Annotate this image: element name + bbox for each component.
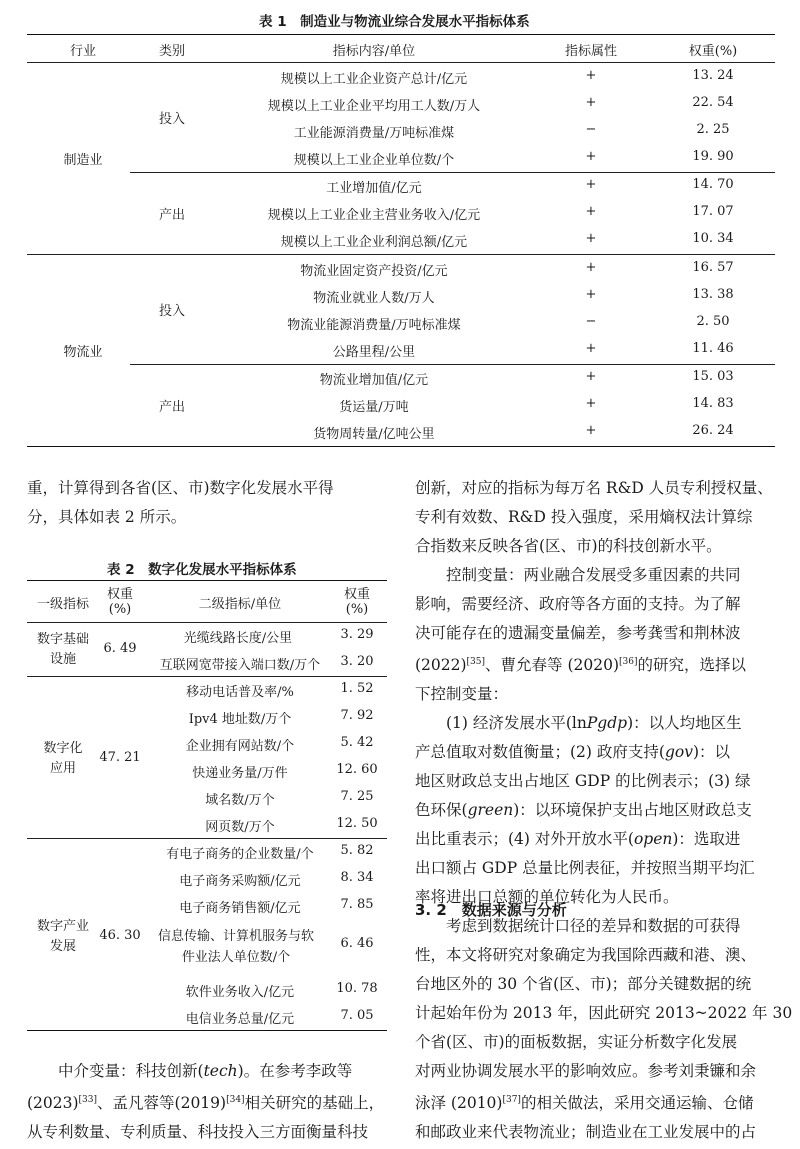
right-paragraph-4: [415, 912, 792, 1147]
table-1-row-weight: 11. 46: [692, 341, 734, 356]
table-1-category-output: 产出: [158, 400, 186, 415]
table-2-group-rule: [27, 838, 387, 839]
table-1-row-attribute: +: [585, 231, 597, 246]
table-2-header-weight: 权重: [106, 587, 134, 602]
table-2-header-weight2: 权重: [343, 587, 371, 602]
variable-tech: tech: [203, 1062, 238, 1080]
table-2-level2-weight: 5. 82: [340, 843, 374, 858]
table-1-row-attribute: −: [585, 314, 597, 329]
table-2-top-rule: [27, 580, 387, 581]
table-1-row-weight: 10. 34: [692, 231, 734, 246]
table-2-level2-weight: 1. 52: [340, 681, 374, 696]
variable-green: green: [467, 801, 514, 819]
table-2-level2-weight: 8. 34: [340, 870, 374, 885]
text-line: 色环保(green)：以环境保护支出占地区财政总支: [415, 801, 752, 819]
table-1-row-indicator: 货运量/万吨: [339, 400, 409, 415]
table-2-header-rule: [27, 622, 387, 623]
table-1-header-rule: [27, 62, 775, 63]
table-1-row-attribute: +: [585, 204, 597, 219]
table-2-level1-name: 设施: [49, 652, 77, 667]
text-line: 出口额占 GDP 总量比例表征，并按照当期平均汇: [415, 859, 755, 877]
table-1-row-weight: 13. 24: [692, 68, 734, 83]
text-line: 决可能存在的遗漏变量偏差，参考龚雪和荆林波: [415, 624, 741, 642]
text-line: 控制变量：两业融合发展受多重因素的共同: [415, 566, 741, 584]
table-2-header-level2: 二级指标/单位: [198, 597, 282, 612]
table-1-row-weight: 17. 07: [692, 204, 734, 219]
table-1-row-attribute: +: [585, 177, 597, 192]
table-2-level2-name: 电子商务采购额/亿元: [179, 874, 301, 889]
text-line: 泳泽 (2010)[37]的相关做法，采用交通运输、仓储: [415, 1094, 754, 1112]
table-2-level1-name: 数字产业: [36, 919, 90, 934]
text-line: 专利有效数、R&D 投入强度，采用熵权法计算综: [415, 508, 753, 526]
table-2-level2-name: 移动电话普及率/%: [186, 685, 294, 700]
text-line: (2023)[33]、孟凡蓉等(2019)[34]相关研究的基础上，: [27, 1094, 385, 1112]
left-bottom-paragraph: [27, 1057, 384, 1147]
table-1-row-attribute: −: [585, 122, 597, 137]
table-1-row-weight: 2. 50: [696, 314, 730, 329]
citation-ref: [34]: [226, 1095, 245, 1105]
table-1-row-attribute: +: [585, 149, 597, 164]
table-1-row-attribute: +: [585, 260, 597, 275]
table-1-header-attribute: 指标属性: [564, 44, 618, 59]
table-1-bottom-rule: [27, 446, 775, 447]
table-2-level1-weight: 47. 21: [99, 750, 141, 765]
table-1-industry-manufacturing: 制造业: [63, 153, 103, 168]
text-line: 合指数来反映各省(区、市)的科技创新水平。: [415, 537, 722, 555]
text-line: 考虑到数据统计口径的差异和数据的可获得: [415, 917, 741, 935]
citation-ref: [36]: [619, 657, 638, 667]
table-1-row-indicator: 物流业增加值/亿元: [319, 373, 429, 388]
table-1-row-weight: 14. 83: [692, 396, 734, 411]
table-1-row-indicator: 物流业能源消费量/万吨标准煤: [287, 318, 461, 333]
table-2-level1-name: 数字化: [43, 741, 83, 756]
table-1-row-indicator: 规模以上工业企业平均用工人数/万人: [267, 99, 481, 114]
table-1-row-weight: 16. 57: [692, 260, 734, 275]
table-2-level2-name: 企业拥有网站数/个: [185, 739, 295, 754]
table-2-level2-name: 有电子商务的企业数量/个: [166, 847, 314, 862]
table-1-row-weight: 15. 03: [692, 369, 734, 384]
table-2-level2-weight: 12. 60: [336, 762, 378, 777]
table-1-row-weight: 19. 90: [692, 149, 734, 164]
left-intro-paragraph: [27, 474, 334, 532]
table-2-level1-name: 发展: [49, 939, 77, 954]
variable-open: open: [633, 830, 673, 848]
table-2-level2-weight: 7. 05: [340, 1008, 374, 1023]
table-1-row-indicator: 货物周转量/亿吨公里: [313, 427, 435, 442]
text-line: 出比重表示；(4) 对外开放水平(open)：选取进: [415, 830, 741, 848]
right-paragraph-1: [415, 474, 773, 912]
text-line: 创新，对应的指标为每万名 R&D 人员专利授权量、: [415, 479, 773, 497]
table-1-row-weight: 2. 25: [696, 122, 730, 137]
table-2-level2-name: 快递业务量/万件: [192, 766, 288, 781]
text-line: 率将进出口总额的单位转化为人民币。: [415, 888, 679, 906]
table-2-header-level1: 一级指标: [36, 597, 90, 612]
table-2-level2-name-wrapped: 信息传输、计算机服务与软: [157, 929, 315, 944]
text-line: 产总值取对数值衡量；(2) 政府支持(gov)：以: [415, 743, 731, 761]
table-1-row-attribute: +: [585, 68, 597, 83]
table-2-level2-name: 电信业务总量/亿元: [185, 1012, 295, 1027]
table-2-level2-weight: 3. 20: [340, 654, 374, 669]
table-1-category-output: 产出: [158, 208, 186, 223]
table-2-level2-weight: 6. 46: [340, 936, 374, 951]
text-line: 和邮政业来代表物流业；制造业在工业发展中的占: [415, 1123, 757, 1141]
table-1-row-attribute: +: [585, 369, 597, 384]
table-1-row-indicator: 规模以上工业企业利润总额/亿元: [280, 235, 468, 250]
table-2-group-rule: [27, 676, 387, 677]
table-1-row-indicator: 物流业固定资产投资/亿元: [300, 264, 448, 279]
table-1-row-weight: 13. 38: [692, 287, 734, 302]
variable-gov: gov: [664, 743, 693, 761]
table-1-row-attribute: +: [585, 423, 597, 438]
table-2-caption: 表 2 数字化发展水平指标体系: [107, 562, 297, 578]
table-2-header-weight2-unit: (%): [345, 602, 369, 617]
table-1-category-input: 投入: [158, 304, 186, 319]
table-2-header-weight-unit: (%): [108, 602, 132, 617]
citation-ref: [35]: [466, 657, 486, 667]
table-1-category-rule: [130, 364, 775, 365]
section-heading-3-2: 3. 2 数据来源与分析: [415, 901, 567, 919]
text-line: (2022)[35]、曹允春等 (2020)[36]的研究，选择以: [415, 656, 746, 674]
table-1-row-attribute: +: [585, 341, 597, 356]
table-2-bottom-rule: [27, 1030, 387, 1031]
text-line: 下控制变量：: [415, 685, 509, 703]
text-line: 计起始年份为 2013 年，因此研究 2013~2022 年 30: [415, 1004, 793, 1022]
table-2-level2-weight: 7. 92: [340, 708, 374, 723]
table-1-row-indicator: 规模以上工业企业资产总计/亿元: [280, 72, 468, 87]
table-1-header-industry: 行业: [69, 44, 97, 59]
table-1-row-indicator: 工业增加值/亿元: [326, 181, 422, 196]
text-line: 影响，需要经济、政府等各方面的支持。为了解: [415, 595, 741, 613]
table-1-row-weight: 14. 70: [692, 177, 734, 192]
table-2-level2-weight: 12. 50: [336, 816, 378, 831]
table-2-level2-name: 光缆线路长度/公里: [183, 631, 293, 646]
text-line: 分，具体如表 2 所示。: [27, 508, 187, 526]
text-line: 个省(区、市)的面板数据，实证分析数字化发展: [415, 1033, 738, 1051]
table-2-level2-name: 电子商务销售额/亿元: [179, 901, 301, 916]
table-1-row-indicator: 工业能源消费量/万吨标准煤: [293, 126, 455, 141]
table-1-row-indicator: 规模以上工业企业单位数/个: [293, 153, 455, 168]
table-2-level2-name-wrapped: 件业法人单位数/个: [181, 950, 291, 965]
table-1-row-attribute: +: [585, 95, 597, 110]
text-line: 性，本文将研究对象确定为我国除西藏和港、澳、: [415, 946, 757, 964]
table-1-row-attribute: +: [585, 396, 597, 411]
table-2-level2-name: 网页数/万个: [205, 820, 275, 835]
table-2-level1-name: 应用: [49, 761, 77, 776]
table-2-level2-weight: 7. 25: [340, 789, 374, 804]
table-1-row-indicator: 物流业就业人数/万人: [313, 291, 435, 306]
text-line: 从专利数量、专利质量、科技投入三方面衡量科技: [27, 1123, 369, 1141]
table-2-level1-weight: 6. 49: [103, 641, 137, 656]
table-2-level1-name: 数字基础: [36, 632, 90, 647]
table-1-row-attribute: +: [585, 287, 597, 302]
text-line: 中介变量：科技创新(tech)。在参考李政等: [58, 1062, 353, 1080]
table-2-level2-weight: 7. 85: [340, 897, 374, 912]
table-2-level2-name: 互联网宽带接入端口数/万个: [159, 658, 321, 673]
table-1-row-weight: 26. 24: [692, 423, 734, 438]
table-1-industry-logistics: 物流业: [63, 345, 103, 360]
table-1-category-rule: [130, 172, 775, 173]
table-1-group-rule: [27, 254, 775, 255]
table-2-level2-weight: 5. 42: [340, 735, 374, 750]
text-line: 台地区外的 30 个省(区、市)；部分关键数据的统: [415, 975, 752, 993]
text-line: (1) 经济发展水平(lnPgdp)：以人均地区生: [415, 714, 742, 732]
table-1-header-weight: 权重(%): [688, 44, 738, 59]
table-2-level2-name: 域名数/万个: [205, 793, 275, 808]
table-1-row-indicator: 规模以上工业企业主营业务收入/亿元: [267, 208, 481, 223]
table-2-level2-weight: 10. 78: [336, 981, 378, 996]
table-1-row-weight: 22. 54: [692, 95, 734, 110]
variable-pgdp: Pgdp: [586, 714, 628, 732]
table-2-level2-name: 软件业务收入/亿元: [185, 985, 295, 1000]
table-2-level1-weight: 46. 30: [99, 928, 141, 943]
table-2-level2-weight: 3. 29: [340, 627, 374, 642]
table-1-caption: 表 1 制造业与物流业综合发展水平指标体系: [259, 14, 530, 30]
table-1-header-indicator: 指标内容/单位: [332, 44, 416, 59]
text-line: 对两业协调发展水平的影响效应。参考刘秉镰和余: [415, 1062, 757, 1080]
table-2-level2-name: Ipv4 地址数/万个: [188, 712, 292, 727]
table-1-category-input: 投入: [158, 112, 186, 127]
table-1-row-indicator: 公路里程/公里: [332, 345, 416, 360]
table-1-top-rule: [27, 34, 775, 35]
text-line: 重，计算得到各省(区、市)数字化发展水平得: [27, 479, 334, 497]
citation-ref: [37]: [502, 1095, 521, 1105]
citation-ref: [33]: [78, 1095, 98, 1105]
text-line: 地区财政总支出占地区 GDP 的比例表示；(3) 绿: [415, 772, 751, 790]
table-1-header-category: 类别: [158, 44, 186, 59]
